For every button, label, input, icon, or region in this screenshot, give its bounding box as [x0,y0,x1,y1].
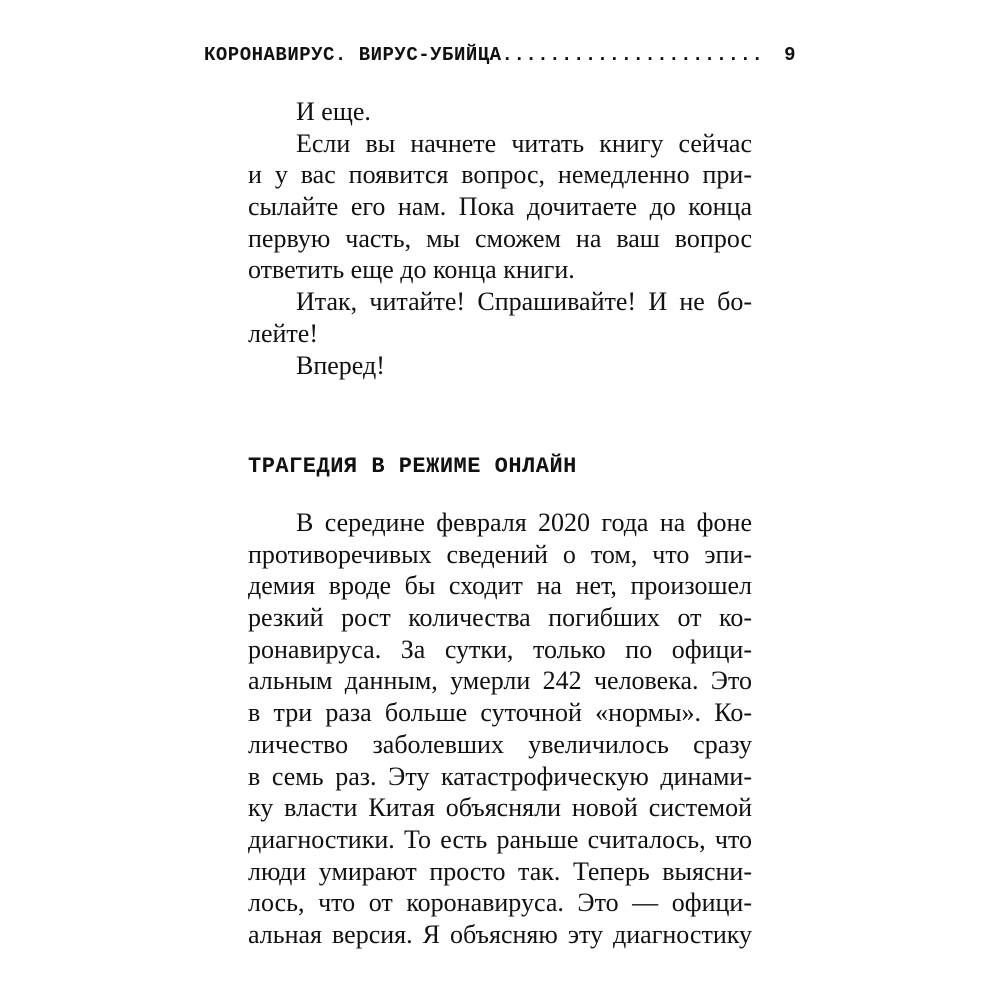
text-line: первую часть, мы сможем на ваш вопрос [248,223,752,253]
text-line: Итак, читайте! Спрашивайте! И не бо- [296,287,752,317]
text-line: альным данным, умерли 242 человека. Это [248,666,752,696]
text-line: и у вас появится вопрос, немедленно при- [248,160,752,190]
intro-text [248,96,752,381]
text-line: люди умирают просто так. Теперь выясни- [248,856,752,886]
running-head [204,43,796,67]
text-line: личество заболевших увеличилось сразу [248,729,752,759]
text-line: ответить еще до конца книги. [248,255,575,285]
text-line: ронавируса. За сутки, только по офици- [248,634,752,664]
section-heading: ТРАГЕДИЯ В РЕЖИМЕ ОНЛАЙН [248,454,577,479]
text-line: диагностики. То есть раньше считалось, что [248,824,752,854]
text-line: в семь раз. Эту катастрофическую динами- [248,761,752,791]
running-head-title [204,43,763,67]
text-line: демия вроде бы сходит на нет, произошел [248,571,752,601]
text-line: Вперед! [296,350,385,380]
book-title: КОРОНАВИРУС. ВИРУС-УБИЙЦА [204,44,502,66]
text-line: альная версия. Я объясняю эту диагностику [248,919,752,949]
dot-leader: ...................... [501,44,764,66]
text-line: ку власти Китая объясняли новой системой [248,793,752,823]
text-line: в три раза больше суточной «нормы». Ко- [248,698,752,728]
text-line: лейте! [248,318,318,348]
text-line: В середине февраля 2020 года на фоне [296,508,752,537]
text-line: резкий рост количества погибших от ко- [248,603,752,633]
text-line: И еще. [296,97,371,126]
text-line: сылайте его нам. Пока дочитаете до конца [248,192,752,222]
page-number: 9 [784,44,796,66]
section-text [248,507,752,951]
text-line: противоречивых сведений о том, что эпи- [248,539,752,569]
text-line: Если вы начнете читать книгу сейчас [296,128,752,158]
text-line: лось, что от коронавируса. Это — офици- [248,888,752,918]
